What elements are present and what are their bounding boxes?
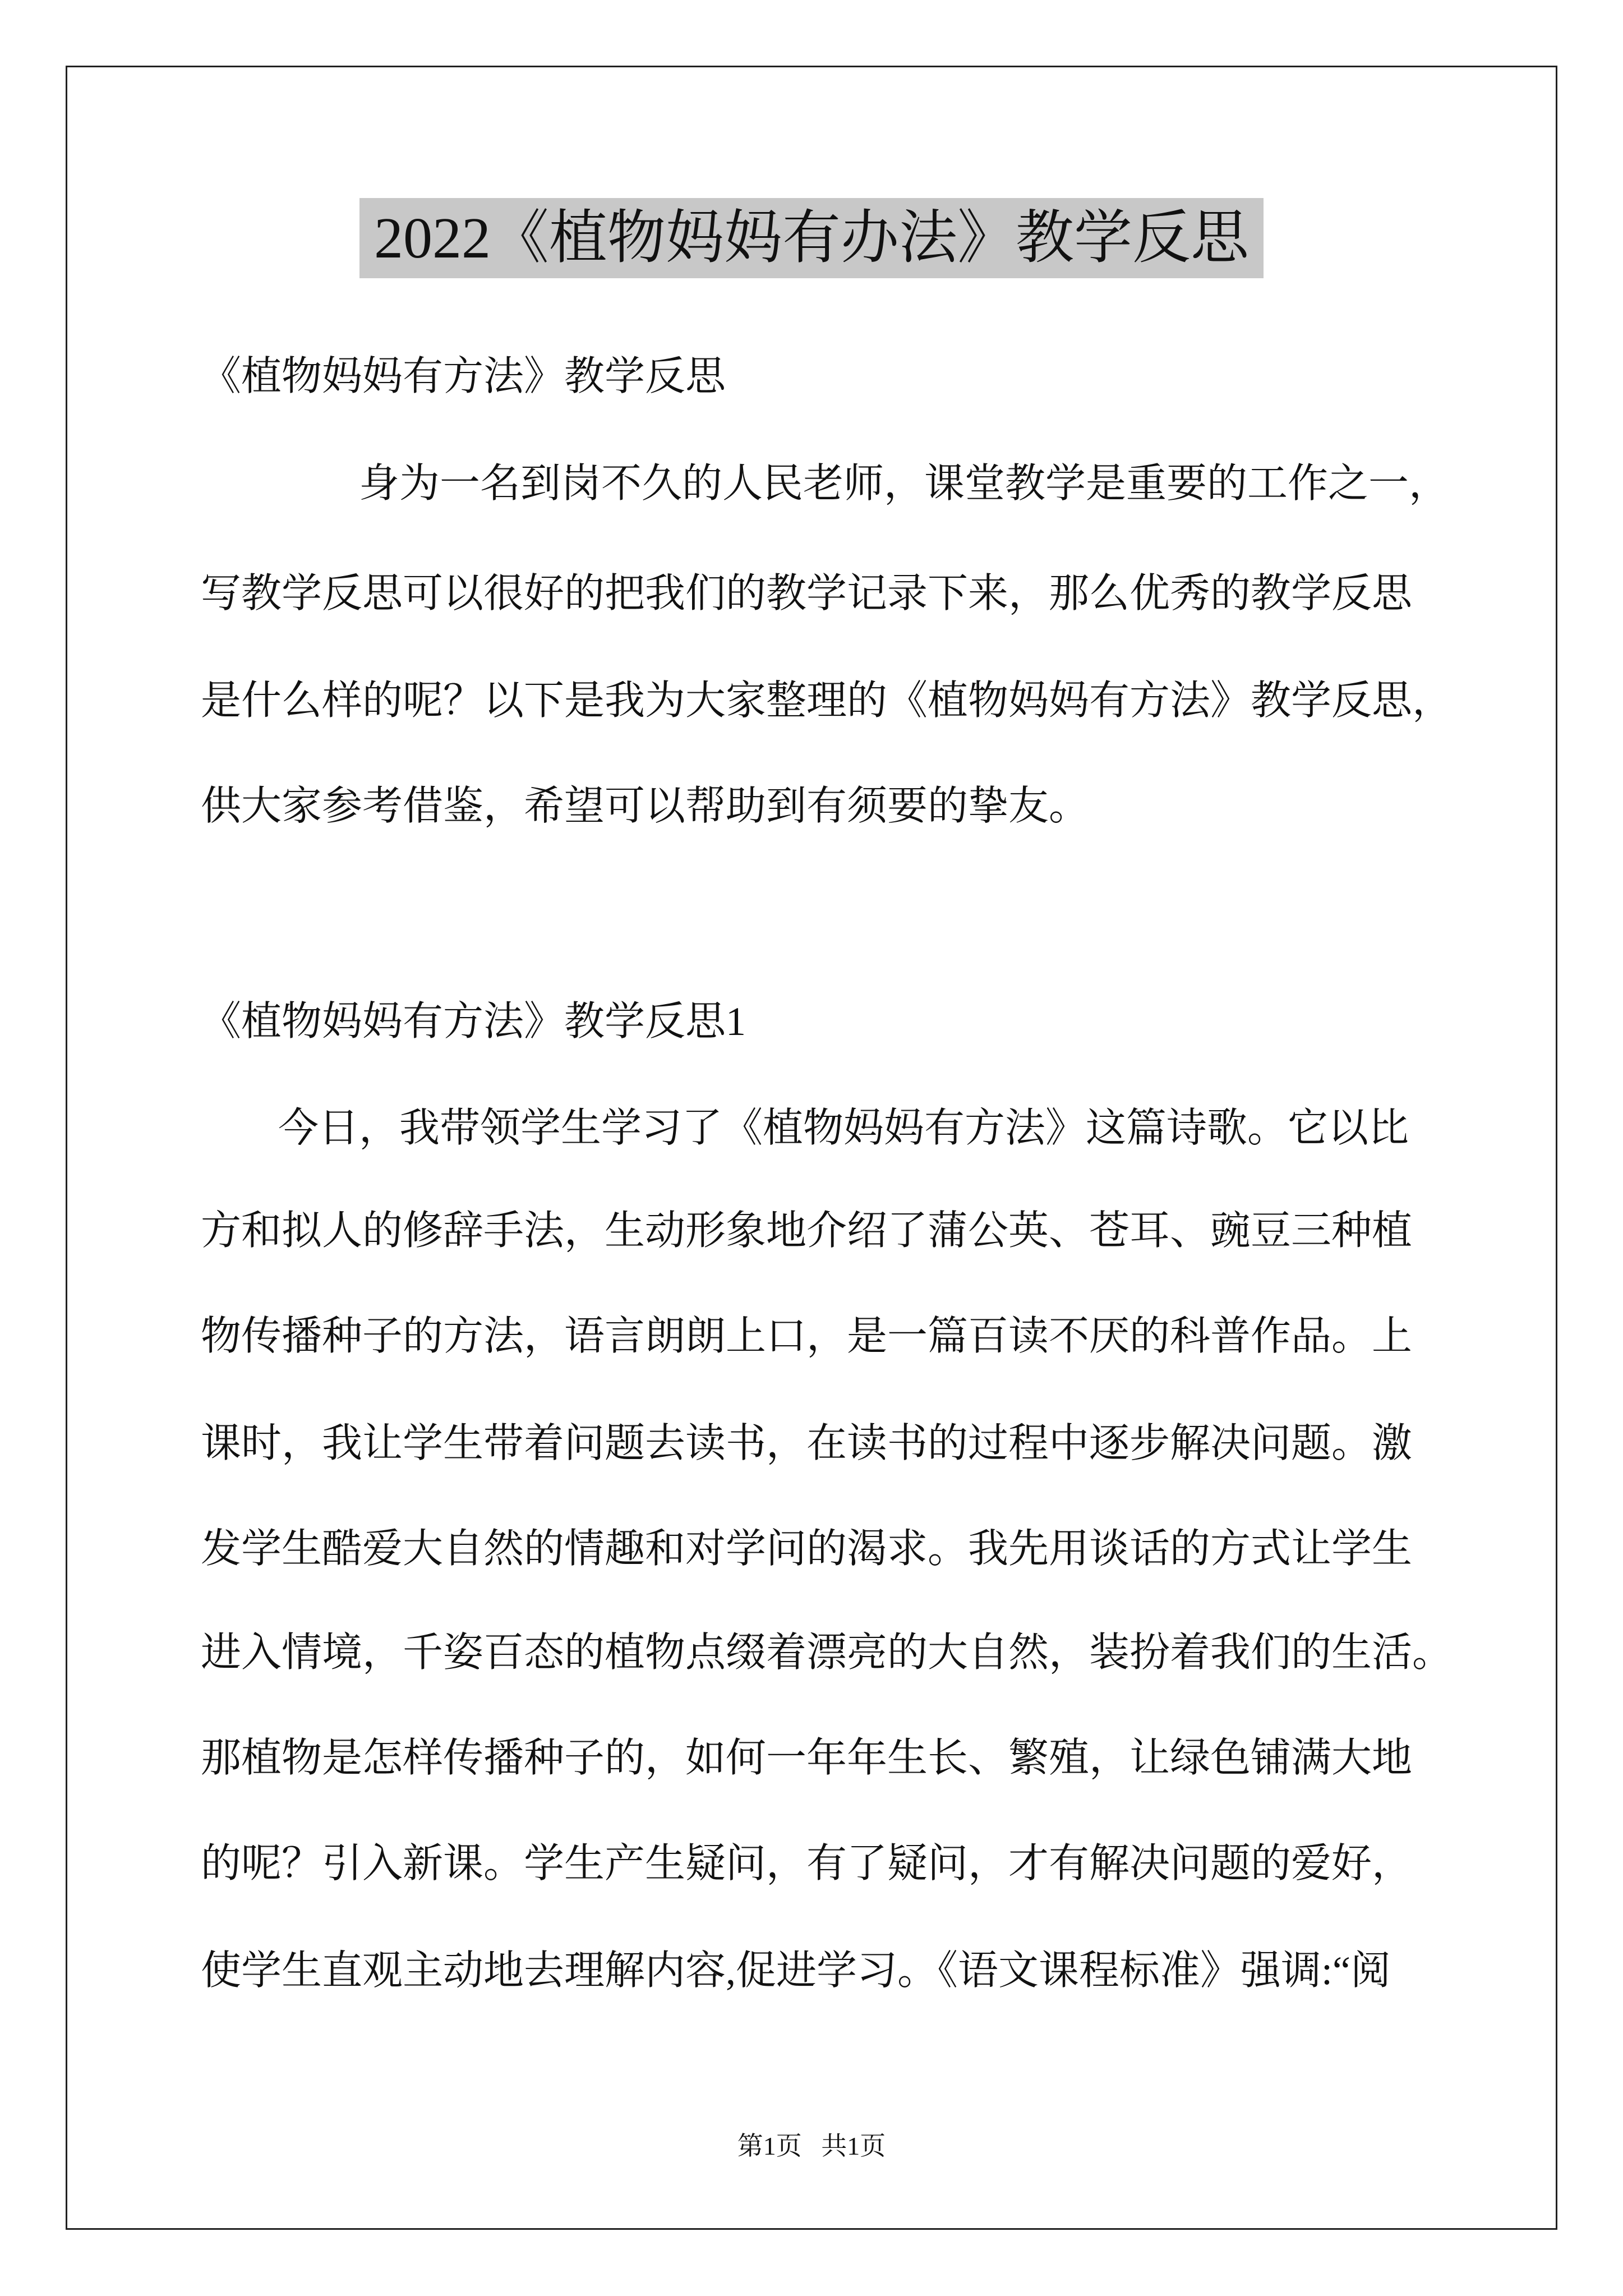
section-1-heading: 《植物妈妈有方法》教学反思1: [201, 999, 746, 1044]
section-1-line: 物传播种子的方法，语言朗朗上口，是一篇百读不厌的科普作品。上: [201, 1314, 1413, 1359]
intro-line: 身为一名到岗不久的人民老师，课堂教学是重要的工作之一，: [359, 461, 1450, 506]
page-footer: 第1页 共1页: [737, 2132, 886, 2160]
intro-line: 是什么样的呢？以下是我为大家整理的《植物妈妈有方法》教学反思，: [201, 678, 1453, 723]
section-1-line: 方和拟人的修辞手法，生动形象地介绍了蒲公英、苍耳、豌豆三种植: [201, 1208, 1413, 1253]
title-row: [0, 198, 1623, 278]
document-title: 2022《植物妈妈有办法》教学反思: [359, 198, 1264, 278]
intro-line: 供大家参考借鉴，希望可以帮助到有须要的挚友。: [201, 784, 1090, 829]
intro-line: 写教学反思可以很好的把我们的教学记录下来，那么优秀的教学反思: [201, 571, 1413, 616]
section-1-line: 那植物是怎样传播种子的，如何一年年生长、繁殖，让绿色铺满大地: [201, 1736, 1413, 1780]
section-1-line: 发学生酷爱大自然的情趣和对学问的渴求。我先用谈话的方式让学生: [201, 1526, 1413, 1571]
section-1-line: 的呢？引入新课。学生产生疑问，有了疑问，才有解决问题的爱好，: [201, 1841, 1413, 1886]
section-1-line: 使学生直观主动地去理解内容,促进学习。《语文课程标准》强调:“阅: [201, 1948, 1391, 1993]
intro-heading: 《植物妈妈有方法》教学反思: [201, 354, 726, 399]
section-1-line: 进入情境，千姿百态的植物点缀着漂亮的大自然，装扮着我们的生活。: [201, 1630, 1453, 1675]
section-1-line: 今日，我带领学生学习了《植物妈妈有方法》这篇诗歌。它以比: [278, 1106, 1409, 1151]
section-1-line: 课时，我让学生带着问题去读书，在读书的过程中逐步解决问题。激: [201, 1421, 1413, 1466]
